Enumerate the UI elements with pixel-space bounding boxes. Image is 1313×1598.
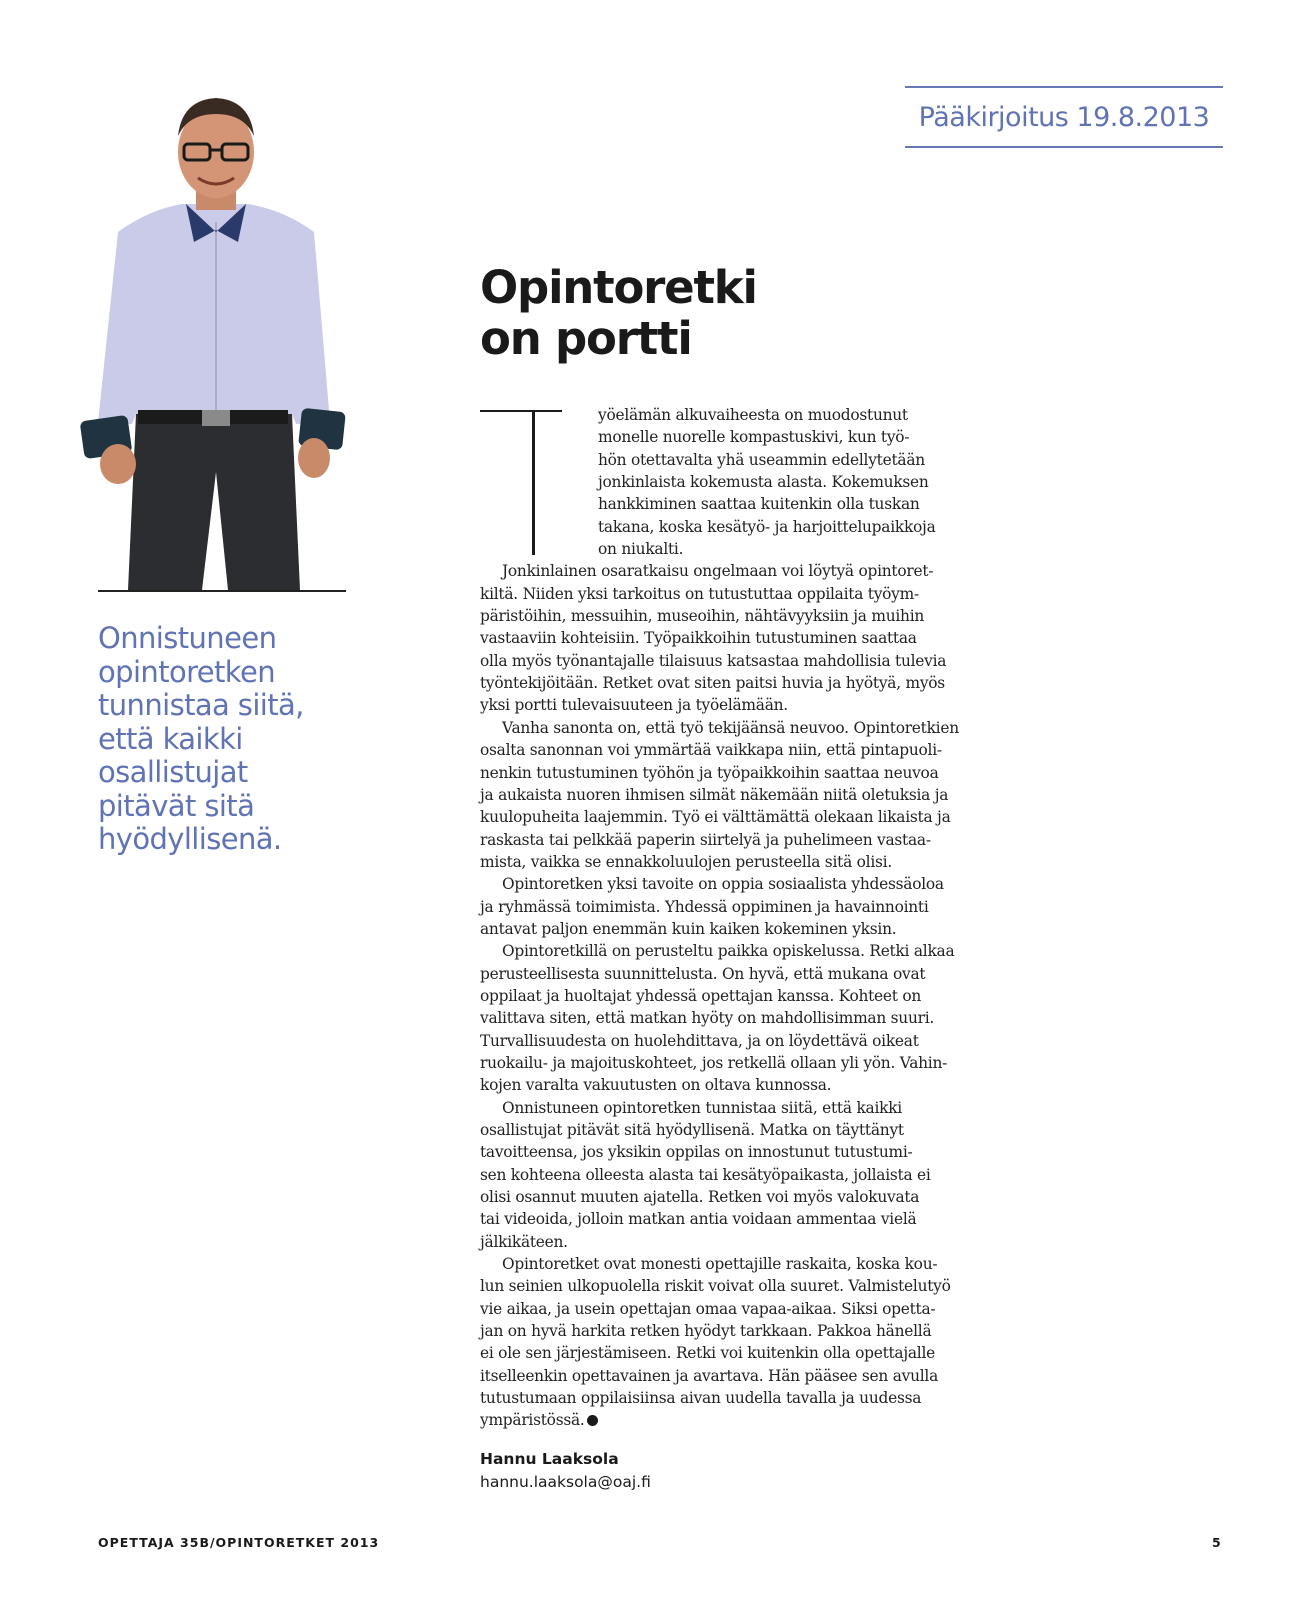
body-line: ja aukaista nuoren ihmisen silmät näkemään niitä oletuksia ja [480, 785, 949, 804]
section-label: Pääkirjoitus 19.8.2013 [918, 101, 1210, 133]
body-line: takana, koska kesätyö- ja harjoittelupaikkoja [598, 517, 936, 536]
body-line: hön otettavalta yhä useammin edellytetään [598, 450, 925, 469]
body-line: kiltä. Niiden yksi tarkoitus on tutustuttaa oppilaita työym- [480, 584, 919, 603]
headline-line: on portti [480, 312, 692, 365]
pull-quote-line: pitävät sitä [98, 788, 255, 823]
body-line: Turvallisuudesta on huolehdittava, ja on löydettävä oikeat [480, 1031, 919, 1050]
author-email: hannu.laaksola@oaj.fi [480, 1473, 651, 1491]
author-signature [480, 1448, 651, 1494]
body-line: monelle nuorelle kompastuskivi, kun työ- [598, 428, 910, 447]
body-line: nenkin tutustuminen työhön ja työpaikkoihin saattaa neuvoa [480, 763, 939, 782]
headline-line: Opintoretki [480, 261, 757, 314]
body-line: Opintoretkillä on perusteltu paikka opiskelussa. Retki alkaa [502, 942, 955, 961]
body-line: perusteellisesta suunnittelusta. On hyvä, että mukana ovat [480, 964, 926, 983]
body-line: lun seinien ulkopuolella riskit voivat olla suuret. Valmistelutyö [480, 1277, 951, 1296]
body-line: vie aikaa, ja usein opettajan omaa vapaa-aikaa. Siksi opetta- [480, 1299, 936, 1318]
body-line: tavoitteensa, jos yksikin oppilas on innostunut tutustumi- [480, 1143, 913, 1162]
pull-quote-line: tunnistaa siitä, [98, 688, 304, 722]
body-line: olla myös työnantajalle tilaisuus katsastaa mahdollisia tulevia [480, 651, 947, 670]
body-line: päristöihin, messuihin, museoihin, nähtävyyksiin ja muihin [480, 607, 925, 626]
footer-publication: OPETTAJA 35B/OPINTORETKET 2013 [98, 1535, 380, 1550]
body-line: osallistujat pitävät sitä hyödyllisenä. Matka on täyttänyt [480, 1121, 904, 1139]
body-line: kuulopuheita laajemmin. Työ ei välttämättä olekaan likaista ja [480, 808, 951, 827]
pull-quote [98, 622, 348, 857]
body-line: valittava siten, että matkan hyöty on mahdollisimman suuri. [480, 1009, 935, 1028]
author-photo [78, 92, 350, 590]
photo-rule [98, 590, 346, 592]
body-line: antavat paljon enemmän kuin kaiken kokeminen yksin. [480, 919, 897, 938]
body-line: vastaaviin kohteisiin. Työpaikkoihin tutustuminen saattaa [480, 629, 917, 648]
body-line: tai videoida, jolloin matkan antia voidaan ammentaa vielä [480, 1210, 917, 1229]
body-line: yöelämän alkuvaiheesta on muodostunut [598, 406, 908, 424]
body-line: jälkikäteen. [480, 1232, 568, 1251]
pull-quote-line: osallistujat [98, 755, 248, 789]
body-line: ruokailu- ja majoituskohteet, jos retkellä ollaan yli yön. Vahin- [480, 1053, 948, 1072]
pull-quote-line: Onnistuneen [98, 621, 277, 655]
body-line: tutustumaan oppilaisiinsa aivan uudella tavalla ja uudessa [480, 1389, 922, 1408]
body-line: Opintoretket ovat monesti opettajille raskaita, koska kou- [502, 1255, 938, 1274]
end-mark-icon [587, 1415, 598, 1426]
section-tag [905, 86, 1223, 148]
body-line: jonkinlaista kokemusta alasta. Kokemuksen [598, 473, 929, 492]
body-line: sen kohteena olleesta alasta tai kesätyöpaikasta, jollaista ei [480, 1165, 931, 1184]
body-line: Vanha sanonta on, että työ tekijäänsä neuvoo. Opintoretkien [502, 718, 959, 737]
headline [480, 262, 920, 364]
trousers [128, 414, 300, 590]
body-line: Onnistuneen opintoretken tunnistaa siitä, että kaikki [502, 1098, 902, 1117]
body-line: jan on hyvä harkita retken hyödyt tarkkaan. Pakkoa hänellä [480, 1322, 932, 1341]
body-line: ympäristössä. [480, 1409, 960, 1431]
pull-quote-line: hyödyllisenä. [98, 822, 282, 856]
pull-quote-line: että kaikki [98, 721, 243, 756]
body-line: olisi osannut muuten ajatella. Retken voi myös valokuvata [480, 1188, 920, 1207]
body-line: osalta sanonnan voi ymmärtää vaikkapa niin, että pintapuoli- [480, 741, 942, 760]
author-name: Hannu Laaksola [480, 1450, 619, 1468]
body-line: Opintoretken yksi tavoite on oppia sosiaalista yhdessäoloa [502, 875, 944, 894]
body-line: ja ryhmässä toimimista. Yhdessä oppiminen ja havainnointi [480, 897, 929, 916]
body-line: oppilaat ja huoltajat yhdessä opettajan kanssa. Kohteet on [480, 986, 922, 1005]
body-line: hankkiminen saattaa kuitenkin olla tuskan [598, 495, 920, 514]
pull-quote-line: opintoretken [98, 654, 275, 689]
body-line: ei ole sen järjestämiseen. Retki voi kuitenkin olla opettajalle [480, 1344, 936, 1363]
body-line: Jonkinlainen osaratkaisu ongelmaan voi löytyä opintoret- [502, 562, 934, 581]
body-line: yksi portti tulevaisuuteen ja työelämään. [480, 696, 788, 715]
body-line: raskasta tai pelkkää paperin siirtelyä ja puhelimeen vastaa- [480, 830, 931, 849]
body-line: itselleenkin opettavainen ja avartava. Hän pääsee sen avulla [480, 1366, 939, 1385]
article-body [480, 404, 960, 1432]
page-number: 5 [1212, 1535, 1221, 1550]
body-line: mista, vaikka se ennakkoluulojen perusteella sitä olisi. [480, 852, 892, 871]
shirt [98, 204, 330, 424]
body-line: kojen varalta vakuutusten on oltava kunnossa. [480, 1076, 832, 1095]
body-line: työntekijöitään. Retket ovat siten paitsi huvia ja hyötyä, myös [480, 674, 945, 693]
body-line: on niukalti. [598, 540, 684, 559]
